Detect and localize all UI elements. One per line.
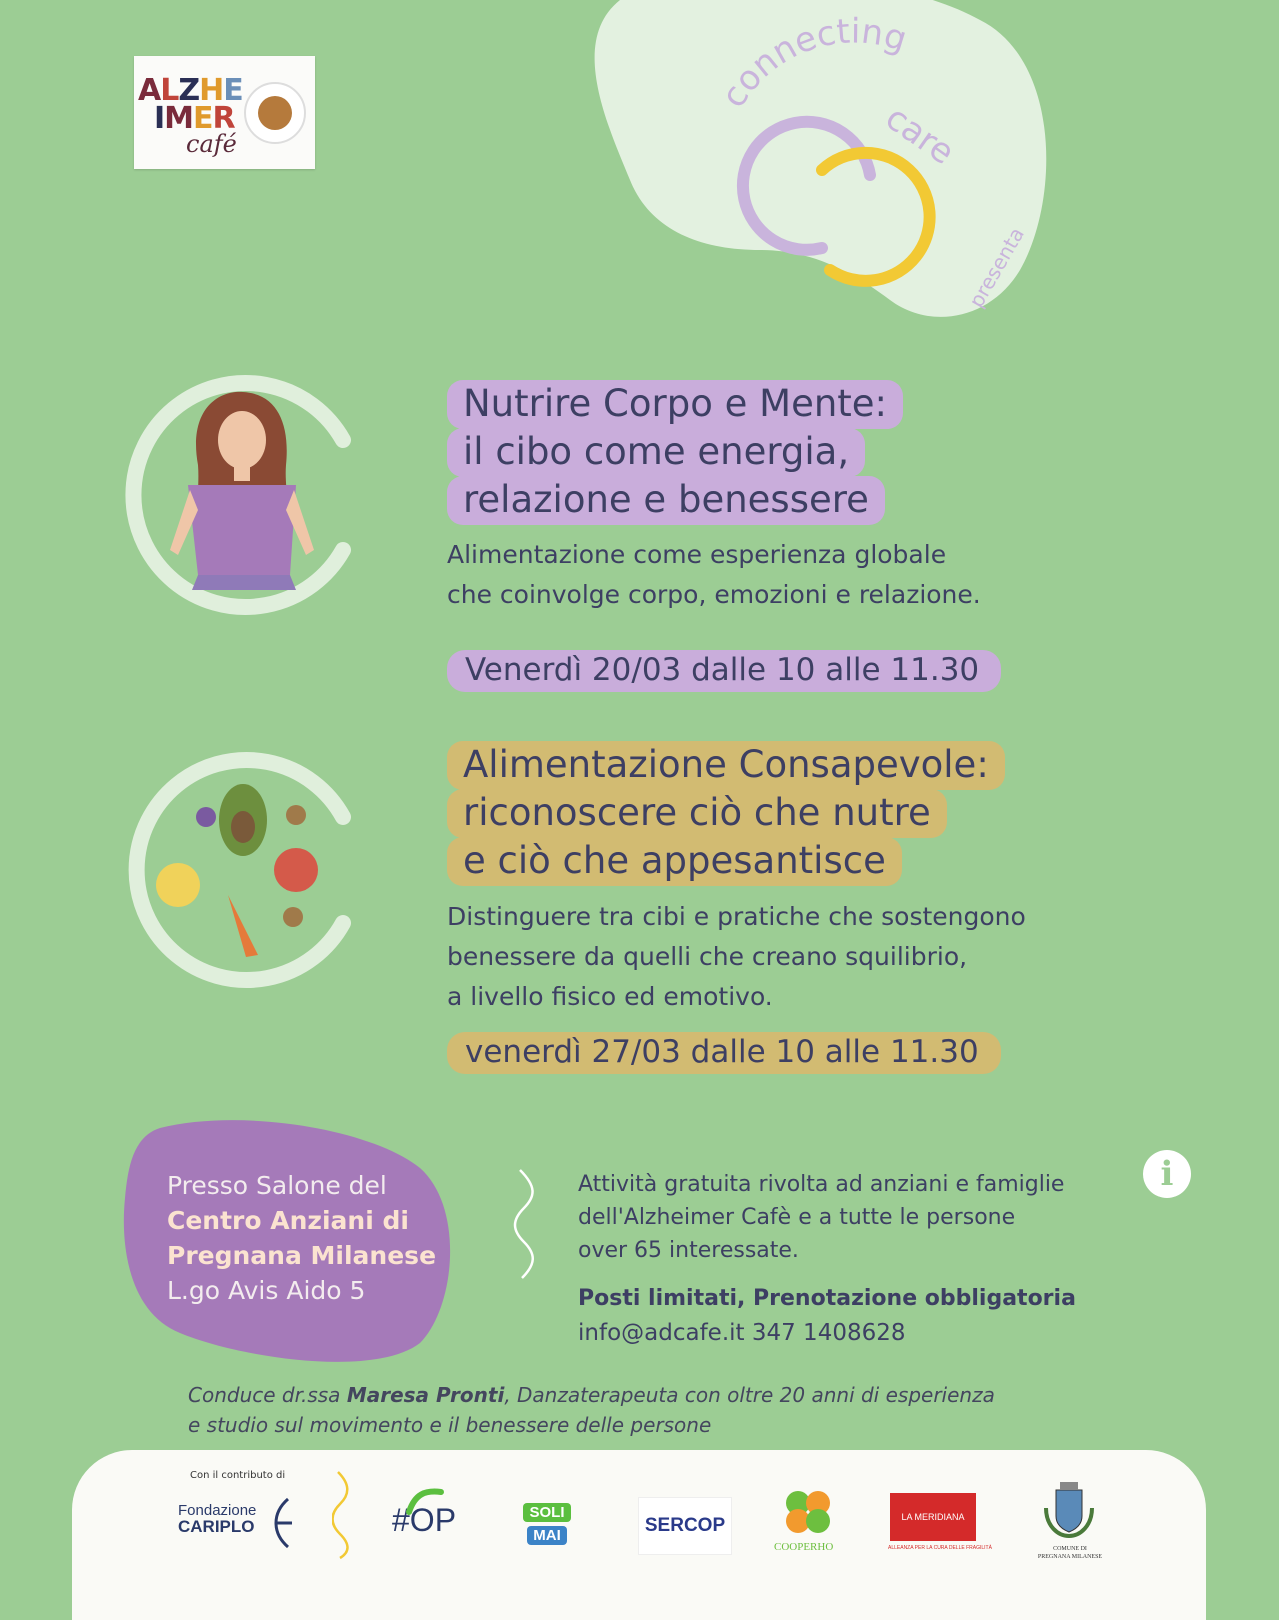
- meridiana-logo: LA MERIDIANA: [890, 1493, 976, 1541]
- logo-text-top: ALZHE: [138, 73, 243, 108]
- cooperho-logo: COOPERHO: [774, 1541, 834, 1553]
- connecting-word: connecting: [713, 11, 912, 115]
- contribution-label: Con il contributo di: [190, 1470, 286, 1481]
- logo-text-mid: IMER: [154, 101, 235, 136]
- location-text: Presso Salone del Centro Anziani di Pregnana Milanese L.go Avis Aido 5: [167, 1171, 437, 1305]
- yellow-wave-divider: [332, 1470, 352, 1560]
- woman-illustration-ring: [118, 370, 358, 620]
- event2-title: Alimentazione Consapevole: riconoscere ciò che nutre e ciò che appesantisce: [447, 743, 1005, 887]
- event1-date: Venerdì 20/03 dalle 10 alle 11.30: [447, 652, 1001, 688]
- event1-description: Alimentazione come esperienza globale che coinvolge corpo, emozioni e relazione.: [447, 540, 981, 609]
- soli-mai-logo: SOLI MAI: [505, 1503, 589, 1545]
- hop-logo: #OP: [392, 1502, 457, 1538]
- alzheimer-cafe-logo: [134, 56, 315, 169]
- booking-note: Posti limitati, Prenotazione obbligatoria: [578, 1286, 1076, 1311]
- connecting-care-blob: [560, 0, 1080, 340]
- event1-title: Nutrire Corpo e Mente: il cibo come energia, relazione e benessere: [447, 382, 903, 526]
- hop-figure-icon: [405, 1486, 445, 1516]
- fondazione-cariplo-logo: Fondazione CARIPLO: [178, 1502, 257, 1536]
- event2-date: venerdì 27/03 dalle 10 alle 11.30: [447, 1034, 1001, 1070]
- comune-crest-icon: [1038, 1478, 1100, 1540]
- conductor-note: Conduce dr.ssa Maresa Pronti, Danzaterapeuta con oltre 20 anni di esperienza e studio sul movimento e il benessere delle persone: [188, 1383, 995, 1437]
- care-word: care: [878, 97, 962, 173]
- event2-description: Distinguere tra cibi e pratiche che sostengono benessere da quelli che creano squilibrio, a livello fisico ed emotivo.: [447, 902, 1026, 1011]
- logo-cafe-word: café: [186, 130, 237, 158]
- wavy-divider: [510, 1168, 540, 1280]
- presenta-word: presenta: [964, 223, 1029, 312]
- info-text: Attività gratuita rivolta ad anziani e famiglie dell'Alzheimer Cafè e a tutte le persone over 65 interessate.: [578, 1172, 1065, 1263]
- meridiana-subtitle: ALLEANZA PER LA CURA DELLE FRAGILITÀ: [888, 1545, 992, 1551]
- contact-info: info@adcafe.it 347 1408628: [578, 1320, 906, 1346]
- comune-pregnana-logo: COMUNE DI PREGNANA MILANESE: [1037, 1546, 1103, 1560]
- sercop-logo: SERCOP: [638, 1497, 732, 1555]
- cariplo-mark-icon: [268, 1497, 294, 1549]
- coffee-cup-icon: [244, 82, 306, 144]
- fruits-illustration-ring: [118, 745, 358, 990]
- info-icon: i: [1143, 1150, 1191, 1198]
- clover-icon: [780, 1487, 836, 1539]
